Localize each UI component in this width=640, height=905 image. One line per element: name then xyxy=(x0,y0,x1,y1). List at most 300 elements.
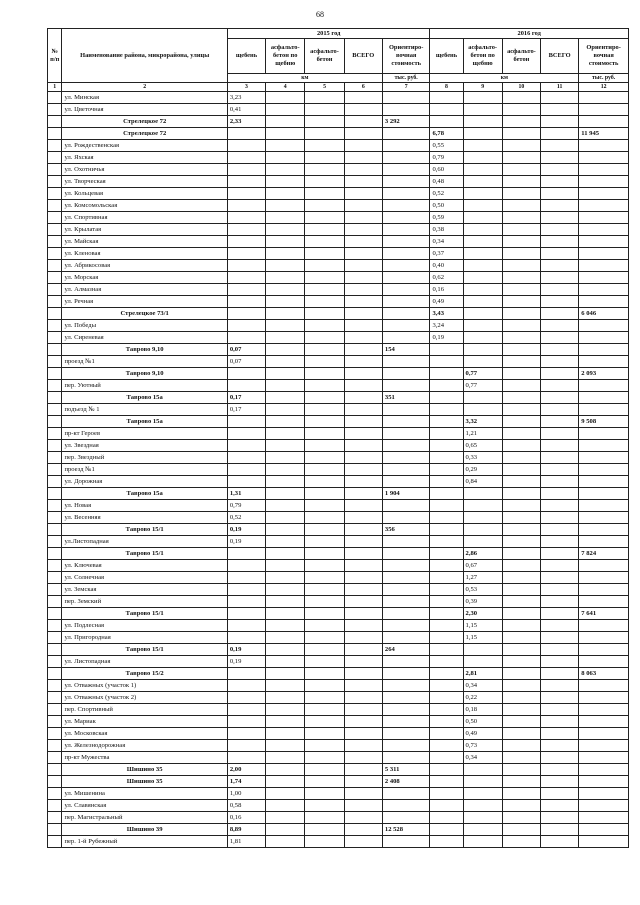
gravel-2015-cell xyxy=(227,380,265,392)
asphalt-gravel-2016-cell xyxy=(463,800,502,812)
column-number: 6 xyxy=(344,83,382,92)
asphalt-gravel-2016-cell: 0,33 xyxy=(463,452,502,464)
asphalt-gravel-2016-cell xyxy=(463,128,502,140)
cost-2015-cell xyxy=(382,212,430,224)
asphalt-2016-cell xyxy=(502,488,540,500)
asphalt-2015-cell xyxy=(305,776,344,788)
asphalt-gravel-2016-cell: 1,15 xyxy=(463,632,502,644)
gravel-2015-cell: 1,00 xyxy=(227,788,265,800)
asphalt-2016-cell xyxy=(502,704,540,716)
street-name-cell: Таврово 15а xyxy=(62,416,227,428)
cost-2016-cell xyxy=(579,140,629,152)
gravel-2015-cell xyxy=(227,728,265,740)
cost-2016-cell xyxy=(579,752,629,764)
street-name-cell: пр-кт Героев xyxy=(62,428,227,440)
cost-2015-cell: 3 292 xyxy=(382,116,430,128)
asphalt-2016-cell xyxy=(502,740,540,752)
total-2016-cell xyxy=(541,500,579,512)
gravel-2015-cell xyxy=(227,248,265,260)
asphalt-gravel-2016-cell xyxy=(463,776,502,788)
cost-2016-cell: 6 046 xyxy=(579,308,629,320)
total-2015-cell xyxy=(344,716,382,728)
gravel-2016-cell xyxy=(430,632,463,644)
total-2015-cell xyxy=(344,416,382,428)
cost-2015-cell: 1 904 xyxy=(382,488,430,500)
gravel-2015-cell xyxy=(227,596,265,608)
asphalt-gravel-2016-cell xyxy=(463,488,502,500)
table-row xyxy=(48,728,629,740)
asphalt-2015-cell xyxy=(305,116,344,128)
total-2016-cell xyxy=(541,356,579,368)
total-2016-cell xyxy=(541,596,579,608)
asphalt-gravel-2016-cell xyxy=(463,512,502,524)
street-name-cell: пер. Звездный xyxy=(62,452,227,464)
total-2016-cell xyxy=(541,284,579,296)
gravel-2016-cell: 0,37 xyxy=(430,248,463,260)
total-2016-cell xyxy=(541,152,579,164)
row-number-cell xyxy=(48,464,62,476)
gravel-2016-cell: 0,38 xyxy=(430,224,463,236)
row-number-cell xyxy=(48,704,62,716)
asphalt-2016-cell xyxy=(502,224,540,236)
asphalt-gravel-2016-cell xyxy=(463,92,502,104)
row-number-cell xyxy=(48,776,62,788)
gravel-2016-cell: 0,52 xyxy=(430,188,463,200)
asphalt-2015-cell xyxy=(305,812,344,824)
asphalt-gravel-2015-cell xyxy=(266,260,305,272)
asphalt-gravel-2015-cell xyxy=(266,248,305,260)
cost-2015-cell xyxy=(382,620,430,632)
cost-2016-cell xyxy=(579,632,629,644)
table-row xyxy=(48,152,629,164)
asphalt-2016-cell xyxy=(502,500,540,512)
subtotal-row xyxy=(48,824,629,836)
total-2016-cell xyxy=(541,692,579,704)
gravel-2016-cell xyxy=(430,392,463,404)
table-row xyxy=(48,176,629,188)
street-name-cell: Таврово 15/1 xyxy=(62,524,227,536)
cost-2015-cell xyxy=(382,704,430,716)
gravel-2015-cell xyxy=(227,740,265,752)
asphalt-gravel-2015-cell xyxy=(266,128,305,140)
street-name-cell: подъезд № 1 xyxy=(62,404,227,416)
table-row xyxy=(48,740,629,752)
cost-2016-cell xyxy=(579,236,629,248)
asphalt-2015-cell xyxy=(305,620,344,632)
asphalt-2015-cell xyxy=(305,416,344,428)
row-number-cell xyxy=(48,116,62,128)
asphalt-gravel-2015-cell xyxy=(266,452,305,464)
asphalt-gravel-2015-cell xyxy=(266,284,305,296)
gravel-2016-cell xyxy=(430,512,463,524)
total-2016-cell xyxy=(541,200,579,212)
row-number-cell xyxy=(48,536,62,548)
asphalt-gravel-2015-cell xyxy=(266,680,305,692)
gravel-2016-cell: 3,43 xyxy=(430,308,463,320)
cost-2015-cell xyxy=(382,740,430,752)
asphalt-gravel-2016-cell: 0,49 xyxy=(463,728,502,740)
street-name-cell: проезд №1 xyxy=(62,464,227,476)
cost-2016-cell xyxy=(579,692,629,704)
asphalt-gravel-2015-cell xyxy=(266,620,305,632)
asphalt-gravel-2016-cell xyxy=(463,836,502,848)
total-2016-cell xyxy=(541,464,579,476)
asphalt-2016-cell xyxy=(502,380,540,392)
asphalt-2015-cell xyxy=(305,440,344,452)
street-name-cell: ул. Речная xyxy=(62,296,227,308)
street-name-cell: ул. Отважных (участок 2) xyxy=(62,692,227,704)
row-number-cell xyxy=(48,824,62,836)
cost-2015-cell xyxy=(382,452,430,464)
subtotal-row xyxy=(48,524,629,536)
gravel-2016-cell: 0,59 xyxy=(430,212,463,224)
row-number-cell xyxy=(48,152,62,164)
asphalt-gravel-2015-cell xyxy=(266,572,305,584)
asphalt-2016-cell xyxy=(502,728,540,740)
gravel-2016-cell: 0,50 xyxy=(430,200,463,212)
asphalt-gravel-2016-cell xyxy=(463,332,502,344)
asphalt-gravel-2015-cell xyxy=(266,188,305,200)
asphalt-2015-cell xyxy=(305,572,344,584)
cost-2016-cell xyxy=(579,680,629,692)
street-name-cell: Шишино 39 xyxy=(62,824,227,836)
asphalt-gravel-2015-cell xyxy=(266,812,305,824)
table-row xyxy=(48,812,629,824)
cost-2016-cell xyxy=(579,116,629,128)
asphalt-gravel-2015-cell xyxy=(266,584,305,596)
asphalt-gravel-2016-cell: 2,30 xyxy=(463,608,502,620)
total-2015-cell xyxy=(344,632,382,644)
total-2015-cell xyxy=(344,368,382,380)
cost-2015-cell: 351 xyxy=(382,392,430,404)
asphalt-gravel-2016-cell xyxy=(463,248,502,260)
street-name-cell: ул. Московская xyxy=(62,728,227,740)
cost-2016-cell xyxy=(579,248,629,260)
street-name-cell: ул. Минская xyxy=(62,92,227,104)
street-name-cell: пер. Магистральный xyxy=(62,812,227,824)
column-number: 12 xyxy=(579,83,629,92)
gravel-2016-cell xyxy=(430,800,463,812)
asphalt-2016-cell xyxy=(502,296,540,308)
row-number-cell xyxy=(48,140,62,152)
total-2016-cell xyxy=(541,488,579,500)
gravel-2016-cell xyxy=(430,608,463,620)
total-2015-cell xyxy=(344,740,382,752)
asphalt-gravel-2016-cell: 0,53 xyxy=(463,584,502,596)
table-row xyxy=(48,716,629,728)
asphalt-gravel-2016-cell xyxy=(463,200,502,212)
asphalt-2015-cell xyxy=(305,548,344,560)
cost-2016-cell xyxy=(579,464,629,476)
asphalt-gravel-2015-cell xyxy=(266,392,305,404)
total-2015-cell xyxy=(344,116,382,128)
asphalt-2015-cell xyxy=(305,692,344,704)
asphalt-gravel-2015-cell xyxy=(266,776,305,788)
gravel-2016-cell xyxy=(430,92,463,104)
asphalt-2016-cell xyxy=(502,92,540,104)
cost-2016-cell xyxy=(579,596,629,608)
row-number-cell xyxy=(48,560,62,572)
asphalt-2015-cell xyxy=(305,608,344,620)
asphalt-2016-cell xyxy=(502,632,540,644)
asphalt-gravel-2015-cell xyxy=(266,596,305,608)
table-row xyxy=(48,296,629,308)
street-name-cell: ул. Земская xyxy=(62,584,227,596)
asphalt-2016-cell xyxy=(502,416,540,428)
cost-2016-cell xyxy=(579,788,629,800)
cost-2015-cell xyxy=(382,680,430,692)
street-name-cell: Таврово 15/1 xyxy=(62,548,227,560)
cost-2016-cell xyxy=(579,392,629,404)
asphalt-gravel-2015-cell xyxy=(266,116,305,128)
total-2015-cell xyxy=(344,548,382,560)
total-2015-cell xyxy=(344,680,382,692)
asphalt-2015-cell xyxy=(305,320,344,332)
asphalt-gravel-2015-cell xyxy=(266,824,305,836)
asphalt-2016-cell xyxy=(502,104,540,116)
row-number-cell xyxy=(48,608,62,620)
asphalt-2016-cell xyxy=(502,560,540,572)
gravel-2015-cell xyxy=(227,368,265,380)
gravel-2015-cell xyxy=(227,284,265,296)
cost-2015-cell xyxy=(382,716,430,728)
cost-2016-cell xyxy=(579,344,629,356)
total-2016-cell xyxy=(541,104,579,116)
total-2016-cell xyxy=(541,560,579,572)
gravel-2016-cell: 0,62 xyxy=(430,272,463,284)
cost-2015-cell xyxy=(382,152,430,164)
cost-2016-cell xyxy=(579,776,629,788)
total-2016-cell xyxy=(541,704,579,716)
col-name-header: Наименование района, микрорайона, улицы xyxy=(62,29,227,83)
cost-2015-cell: 5 311 xyxy=(382,764,430,776)
asphalt-2016-cell xyxy=(502,440,540,452)
street-name-cell: ул. Морская xyxy=(62,272,227,284)
asphalt-gravel-2016-cell: 0,73 xyxy=(463,740,502,752)
total-2015-cell xyxy=(344,500,382,512)
cost-2015-cell xyxy=(382,332,430,344)
asphalt-gravel-2016-cell: 0,67 xyxy=(463,560,502,572)
asphalt-2015-cell xyxy=(305,368,344,380)
table-row xyxy=(48,656,629,668)
gravel-2016-cell xyxy=(430,524,463,536)
col-gravel-2016: щебень xyxy=(430,39,463,74)
row-number-cell xyxy=(48,176,62,188)
street-name-cell: ул. Мишенина xyxy=(62,788,227,800)
total-2016-cell xyxy=(541,320,579,332)
total-2016-cell xyxy=(541,452,579,464)
asphalt-2016-cell xyxy=(502,824,540,836)
street-name-cell: Таврово 15а xyxy=(62,488,227,500)
asphalt-gravel-2016-cell xyxy=(463,176,502,188)
cost-2016-cell xyxy=(579,524,629,536)
row-number-cell xyxy=(48,236,62,248)
asphalt-2015-cell xyxy=(305,284,344,296)
cost-2016-cell xyxy=(579,836,629,848)
cost-2015-cell xyxy=(382,668,430,680)
row-number-cell xyxy=(48,800,62,812)
asphalt-2016-cell xyxy=(502,140,540,152)
row-number-cell xyxy=(48,740,62,752)
asphalt-gravel-2016-cell xyxy=(463,356,502,368)
asphalt-gravel-2015-cell xyxy=(266,308,305,320)
gravel-2016-cell: 0,60 xyxy=(430,164,463,176)
subtotal-row xyxy=(48,368,629,380)
gravel-2016-cell xyxy=(430,452,463,464)
cost-2015-cell xyxy=(382,284,430,296)
asphalt-2015-cell xyxy=(305,488,344,500)
street-name-cell: пр-кт Мужества xyxy=(62,752,227,764)
row-number-cell xyxy=(48,752,62,764)
asphalt-gravel-2016-cell xyxy=(463,140,502,152)
total-2015-cell xyxy=(344,224,382,236)
street-name-cell: Таврово 15/1 xyxy=(62,644,227,656)
asphalt-gravel-2016-cell xyxy=(463,812,502,824)
gravel-2016-cell xyxy=(430,704,463,716)
asphalt-gravel-2015-cell xyxy=(266,560,305,572)
col-number-header: № п/п xyxy=(48,29,62,83)
asphalt-2015-cell xyxy=(305,200,344,212)
total-2016-cell xyxy=(541,632,579,644)
column-number: 11 xyxy=(541,83,579,92)
total-2016-cell xyxy=(541,260,579,272)
total-2015-cell xyxy=(344,536,382,548)
street-name-cell: ул. Новая xyxy=(62,500,227,512)
gravel-2015-cell xyxy=(227,308,265,320)
subtotal-row xyxy=(48,644,629,656)
column-number: 10 xyxy=(502,83,540,92)
row-number-cell xyxy=(48,788,62,800)
total-2016-cell xyxy=(541,476,579,488)
total-2015-cell xyxy=(344,464,382,476)
table-row xyxy=(48,380,629,392)
asphalt-2015-cell xyxy=(305,392,344,404)
asphalt-gravel-2015-cell xyxy=(266,380,305,392)
cost-2015-cell xyxy=(382,656,430,668)
asphalt-2016-cell xyxy=(502,272,540,284)
asphalt-2016-cell xyxy=(502,428,540,440)
cost-2015-cell xyxy=(382,416,430,428)
asphalt-2016-cell xyxy=(502,524,540,536)
total-2016-cell xyxy=(541,644,579,656)
gravel-2015-cell xyxy=(227,176,265,188)
subtotal-row xyxy=(48,668,629,680)
gravel-2015-cell xyxy=(227,680,265,692)
total-2016-cell xyxy=(541,140,579,152)
total-2016-cell xyxy=(541,524,579,536)
table-row xyxy=(48,836,629,848)
gravel-2015-cell xyxy=(227,476,265,488)
cost-2015-cell: 356 xyxy=(382,524,430,536)
total-2016-cell xyxy=(541,344,579,356)
asphalt-gravel-2016-cell xyxy=(463,788,502,800)
column-number: 9 xyxy=(463,83,502,92)
subtotal-row xyxy=(48,116,629,128)
cost-2016-cell xyxy=(579,332,629,344)
cost-2015-cell xyxy=(382,248,430,260)
asphalt-gravel-2015-cell xyxy=(266,104,305,116)
gravel-2015-cell xyxy=(227,212,265,224)
gravel-2015-cell: 0,19 xyxy=(227,536,265,548)
cost-2016-cell xyxy=(579,200,629,212)
total-2015-cell xyxy=(344,248,382,260)
street-name-cell: ул. Алмазная xyxy=(62,284,227,296)
row-number-cell xyxy=(48,524,62,536)
cost-2015-cell: 12 528 xyxy=(382,824,430,836)
total-2015-cell xyxy=(344,476,382,488)
street-name-cell: ул. Комсомольская xyxy=(62,200,227,212)
column-number: 7 xyxy=(382,83,430,92)
gravel-2016-cell xyxy=(430,740,463,752)
cost-2015-cell xyxy=(382,632,430,644)
asphalt-2016-cell xyxy=(502,152,540,164)
gravel-2016-cell: 0,19 xyxy=(430,332,463,344)
cost-2015-cell: 264 xyxy=(382,644,430,656)
total-2016-cell xyxy=(541,296,579,308)
asphalt-gravel-2015-cell xyxy=(266,164,305,176)
table-row xyxy=(48,572,629,584)
asphalt-gravel-2016-cell: 0,34 xyxy=(463,752,502,764)
cost-2015-cell xyxy=(382,104,430,116)
asphalt-gravel-2016-cell xyxy=(463,320,502,332)
asphalt-2015-cell xyxy=(305,800,344,812)
table-row xyxy=(48,692,629,704)
row-number-cell xyxy=(48,404,62,416)
column-number: 4 xyxy=(266,83,305,92)
gravel-2015-cell: 0,58 xyxy=(227,800,265,812)
row-number-cell xyxy=(48,584,62,596)
asphalt-gravel-2016-cell xyxy=(463,164,502,176)
asphalt-2015-cell xyxy=(305,92,344,104)
asphalt-2015-cell xyxy=(305,560,344,572)
asphalt-2015-cell xyxy=(305,308,344,320)
asphalt-gravel-2015-cell xyxy=(266,224,305,236)
street-name-cell: ул. Отважных (участок 1) xyxy=(62,680,227,692)
asphalt-gravel-2015-cell xyxy=(266,200,305,212)
cost-2015-cell xyxy=(382,500,430,512)
gravel-2015-cell xyxy=(227,272,265,284)
asphalt-2016-cell xyxy=(502,752,540,764)
cost-2016-cell xyxy=(579,260,629,272)
cost-2016-cell xyxy=(579,404,629,416)
asphalt-gravel-2015-cell xyxy=(266,656,305,668)
cost-2015-cell xyxy=(382,800,430,812)
row-number-cell xyxy=(48,644,62,656)
asphalt-gravel-2015-cell xyxy=(266,320,305,332)
street-name-cell: ул. Майская xyxy=(62,236,227,248)
total-2016-cell xyxy=(541,212,579,224)
asphalt-2016-cell xyxy=(502,464,540,476)
asphalt-2015-cell xyxy=(305,344,344,356)
subtotal-row xyxy=(48,308,629,320)
cost-2015-cell xyxy=(382,788,430,800)
row-number-cell xyxy=(48,332,62,344)
asphalt-gravel-2016-cell xyxy=(463,500,502,512)
gravel-2015-cell xyxy=(227,332,265,344)
asphalt-gravel-2015-cell xyxy=(266,152,305,164)
street-name-cell: ул. Звездная xyxy=(62,440,227,452)
total-2015-cell xyxy=(344,752,382,764)
row-number-cell xyxy=(48,248,62,260)
total-2016-cell xyxy=(541,716,579,728)
total-2015-cell xyxy=(344,728,382,740)
gravel-2016-cell xyxy=(430,104,463,116)
gravel-2015-cell xyxy=(227,428,265,440)
total-2016-cell xyxy=(541,428,579,440)
street-name-cell: ул. Сиреневая xyxy=(62,332,227,344)
asphalt-2016-cell xyxy=(502,404,540,416)
asphalt-2016-cell xyxy=(502,452,540,464)
